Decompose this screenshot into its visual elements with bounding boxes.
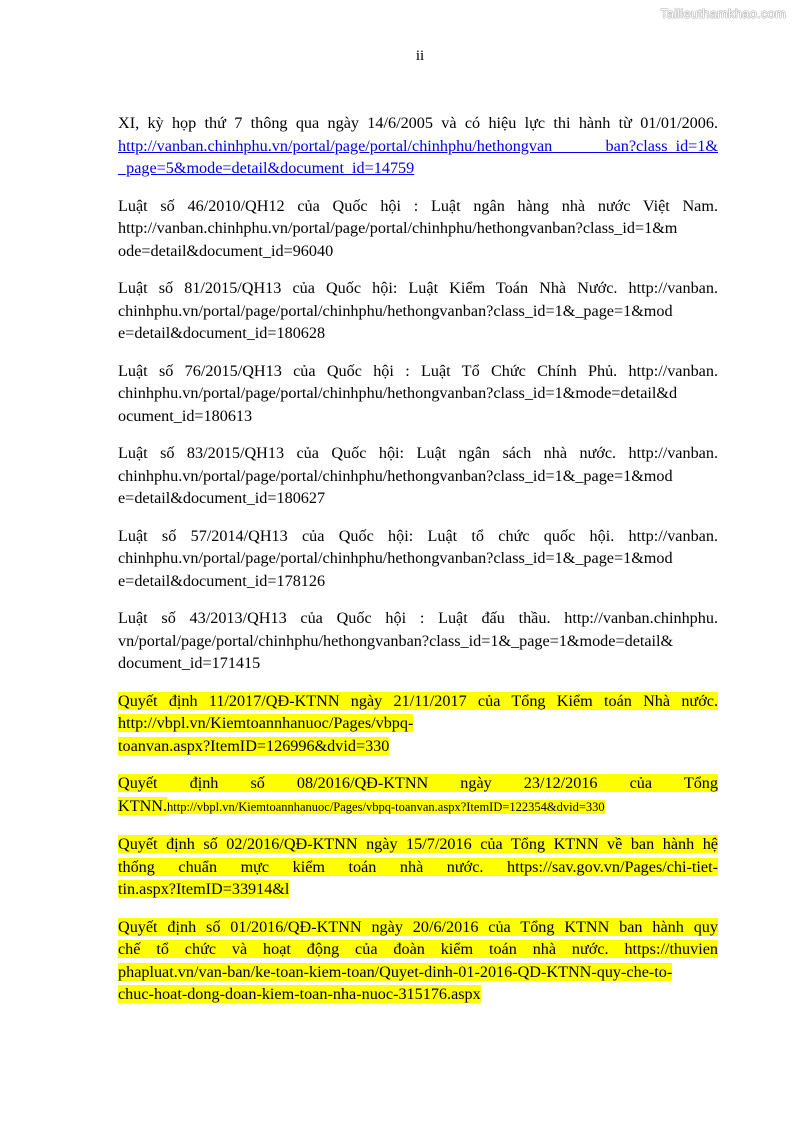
reference-url: chinhphu.vn/portal/page/portal/chinhphu/hethongvanban?class_id=1&mode=detail&d xyxy=(118,384,678,402)
reference-item-highlighted xyxy=(118,916,718,1006)
reference-url: phapluat.vn/van-ban/ke-toan-kiem-toan/Quyet-dinh-01-2016-QD-KTNN-quy-che-to- xyxy=(118,962,673,981)
reference-text: Luật số 81/2015/QH13 của Quốc hội: Luật Kiểm Toán Nhà Nước. http://vanban. xyxy=(118,279,718,297)
reference-text: XI, kỳ họp thứ 7 thông qua ngày 14/6/2005 và có hiệu lực thi hành từ 01/01/2006. xyxy=(118,114,718,132)
watermark: Tailieuthamkhao.com xyxy=(660,6,786,21)
reference-link[interactable]: _page=5&mode=detail&document_id=14759 xyxy=(118,159,415,177)
reference-url: chinhphu.vn/portal/page/portal/chinhphu/hethongvanban?class_id=1&_page=1&mod xyxy=(118,549,673,567)
reference-text: Luật số 46/2010/QH12 của Quốc hội : Luật ngân hàng nhà nước Việt Nam. xyxy=(118,196,718,215)
reference-url: e=detail&document_id=180627 xyxy=(118,489,326,507)
reference-url: e=detail&document_id=178126 xyxy=(118,571,326,590)
reference-text: thống chuẩn mực kiểm toán nhà nước. https://sav.gov.vn/Pages/chi-tiet- xyxy=(118,857,718,876)
reference-url: chuc-hoat-dong-doan-kiem-toan-nha-nuoc-315176.aspx xyxy=(118,985,481,1003)
reference-text: Quyết định số 01/2016/QĐ-KTNN ngày 20/6/2016 của Tổng KTNN ban hành quy xyxy=(118,917,718,936)
reference-list xyxy=(118,112,718,1021)
page-number: ii xyxy=(415,48,425,64)
reference-text: Luật số 57/2014/QH13 của Quốc hội: Luật tổ chức quốc hội. http://vanban. xyxy=(118,526,718,545)
reference-link[interactable]: http://vanban.chinhphu.vn/portal/page/portal/chinhphu/hethongvan ban?class_id=1& xyxy=(118,136,718,155)
reference-item xyxy=(118,525,718,593)
reference-url: http://vbpl.vn/Kiemtoannhanuoc/Pages/vbpq- xyxy=(118,714,414,732)
reference-text: Luật số 43/2013/QH13 của Quốc hội : Luật đấu thầu. http://vanban.chinhphu. xyxy=(118,609,718,627)
reference-text: Luật số 76/2015/QH13 của Quốc hội : Luật Tổ Chức Chính Phủ. http://vanban. xyxy=(118,361,718,380)
reference-text: Quyết định số 08/2016/QĐ-KTNN ngày 23/12/2016 của Tổng xyxy=(118,774,718,792)
reference-item xyxy=(118,360,718,428)
reference-url: chinhphu.vn/portal/page/portal/chinhphu/hethongvanban?class_id=1&_page=1&mod xyxy=(118,466,673,485)
reference-url: toanvan.aspx?ItemID=126996&dvid=330 xyxy=(118,736,390,755)
reference-text: KTNN. xyxy=(118,796,168,815)
reference-url: ocument_id=180613 xyxy=(118,406,253,425)
reference-text: Quyết định số 02/2016/QĐ-KTNN ngày 15/7/2016 của Tổng KTNN về ban hành hệ xyxy=(118,835,718,853)
reference-url: document_id=171415 xyxy=(118,654,261,672)
reference-text: Quyết định 11/2017/QĐ-KTNN ngày 21/11/2017 của Tổng Kiểm toán Nhà nước. xyxy=(118,691,718,710)
reference-item xyxy=(118,112,718,180)
reference-url: http://vanban.chinhphu.vn/portal/page/portal/chinhphu/hethongvanban?class_id=1&m xyxy=(118,219,678,237)
reference-url: e=detail&document_id=180628 xyxy=(118,324,326,342)
reference-url: chinhphu.vn/portal/page/portal/chinhphu/hethongvanban?class_id=1&_page=1&mod xyxy=(118,301,673,320)
reference-item-highlighted xyxy=(118,833,718,901)
reference-item xyxy=(118,442,718,510)
reference-url: tin.aspx?ItemID=33914&l xyxy=(118,880,290,898)
reference-text: Luật số 83/2015/QH13 của Quốc hội: Luật ngân sách nhà nước. http://vanban. xyxy=(118,444,718,462)
reference-url: vn/portal/page/portal/chinhphu/hethongvanban?class_id=1&_page=1&mode=detail& xyxy=(118,631,674,650)
reference-text: chế tổ chức và hoạt động của đoàn kiểm toán nhà nước. https://thuvien xyxy=(118,940,718,958)
reference-item-highlighted xyxy=(118,690,718,758)
reference-item xyxy=(118,277,718,345)
reference-url: ode=detail&document_id=96040 xyxy=(118,241,334,260)
reference-url: http://vbpl.vn/Kiemtoannhanuoc/Pages/vbpq-toanvan.aspx?ItemID=122354&dvid=330 xyxy=(167,799,605,814)
reference-item xyxy=(118,195,718,263)
reference-item-highlighted xyxy=(118,772,718,818)
reference-item xyxy=(118,607,718,675)
